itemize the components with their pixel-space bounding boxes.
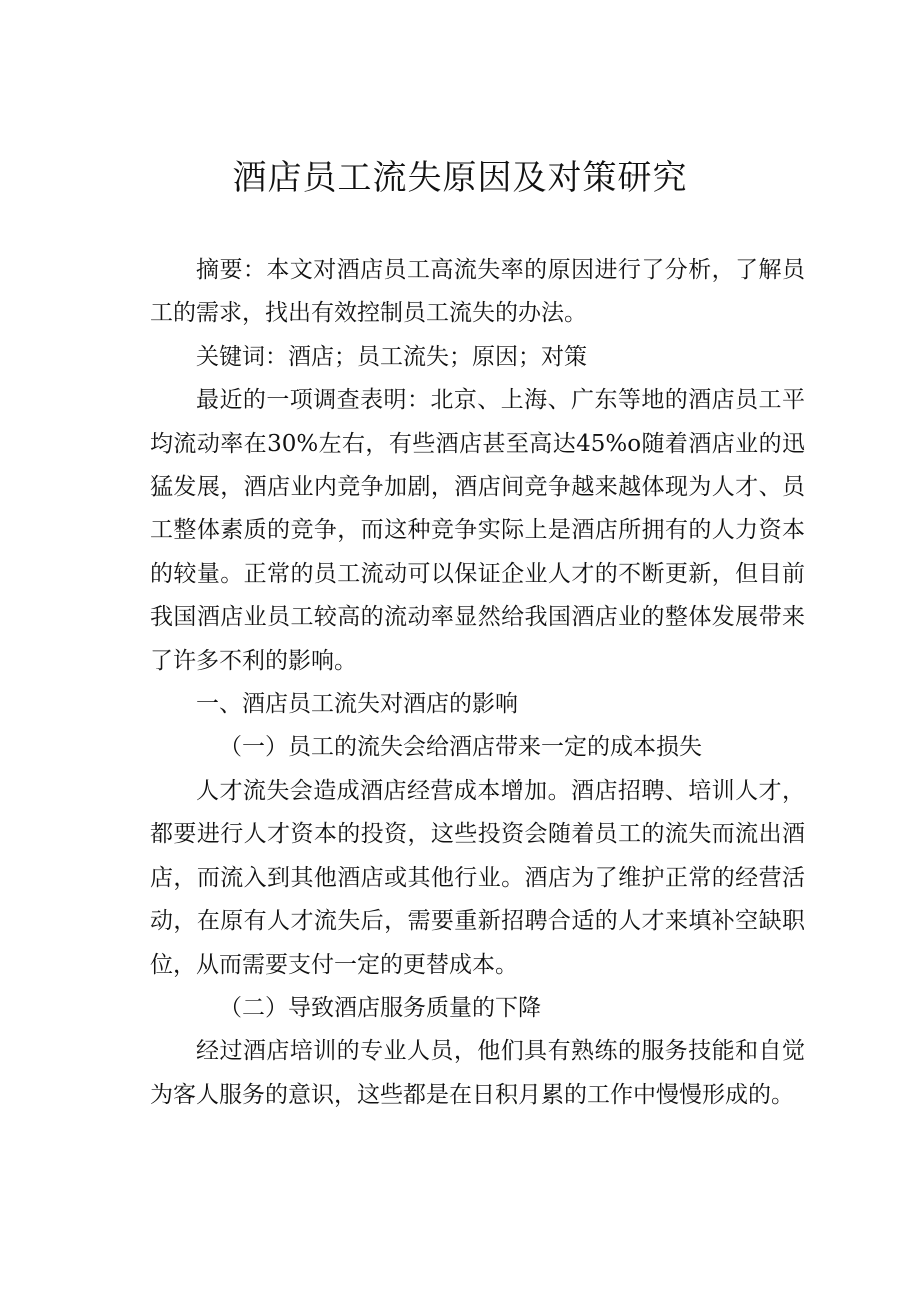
body-paragraph: 经过酒店培训的专业人员，他们具有熟练的服务技能和自觉为客人服务的意识，这些都是在日积月累的工作中慢慢形成的。 [150, 1038, 805, 1108]
subsection-heading: （二）导致酒店服务质量的下降 [219, 994, 541, 1021]
body-paragraph: 人才流失会造成酒店经营成本增加。酒店招聘、培训人才，都要进行人才资本的投资，这些投资会随着员工的流失而流出酒店，而流入到其他酒店或其他行业。酒店为了维护正常的经营活动，在原有人才流失后，需要重新招聘合适的人才来填补空缺职位，从而需要支付一定的更替成本。 [150, 777, 805, 978]
section-heading: 一、酒店员工流失对酒店的影响 [196, 691, 518, 718]
intro-paragraph: 最近的一项调查表明：北京、上海、广东等地的酒店员工平均流动率在30%左右，有些酒店甚至高达45%o随着酒店业的迅猛发展，酒店业内竞争加剧，酒店间竞争越来越体现为人才、员工整体素质的竞争，而这种竞争实际上是酒店所拥有的人力资本的较量。正常的员工流动可以保证企业人才的不断更新，但目前我国酒店业员工较高的流动率显然给我国酒店业的整体发展带来了许多不利的影响。 [150, 387, 805, 674]
document-body [150, 249, 805, 1117]
subsection-heading: （一）员工的流失会给酒店带来一定的成本损失 [219, 734, 702, 761]
abstract-paragraph: 摘要：本文对酒店员工高流失率的原因进行了分析，了解员工的需求，找出有效控制员工流失的办法。 [150, 257, 805, 327]
document-title: 酒店员工流失原因及对策研究 [232, 158, 688, 198]
keywords-paragraph: 关键词：酒店；员工流失；原因；对策 [196, 343, 587, 370]
